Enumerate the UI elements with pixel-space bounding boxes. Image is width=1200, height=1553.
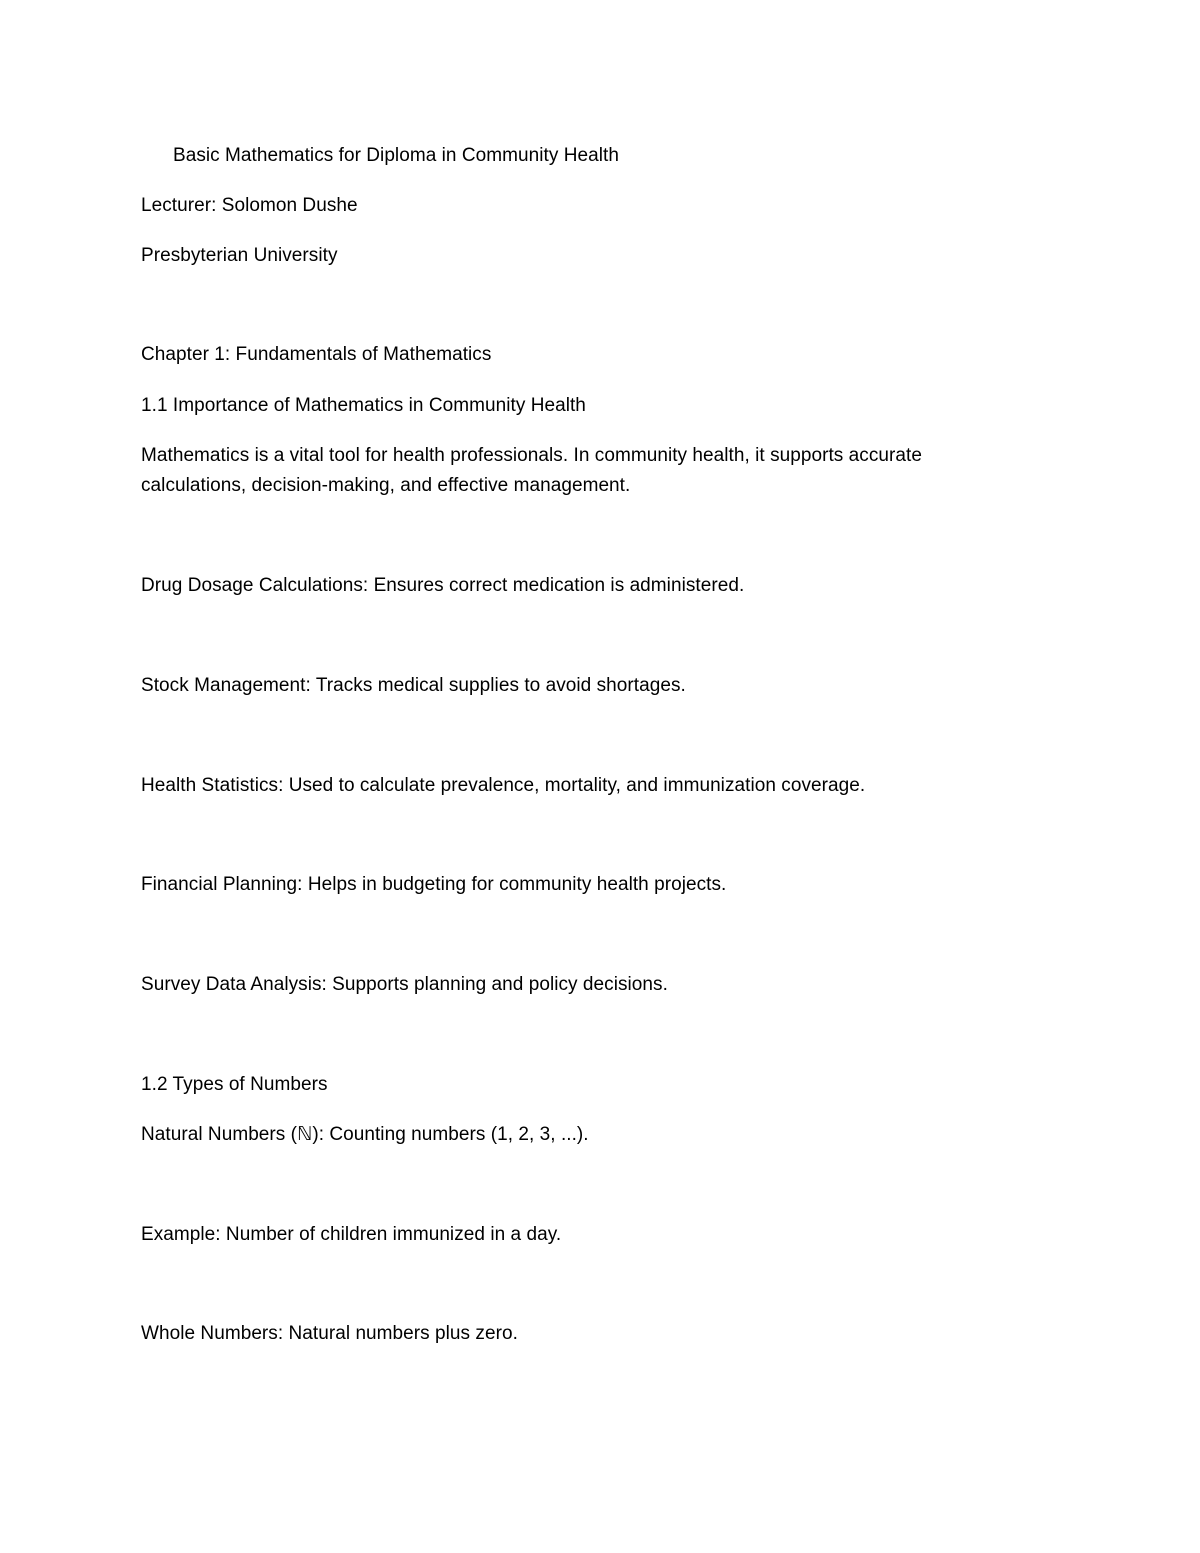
institution-line: Presbyterian University bbox=[141, 245, 338, 266]
document-title: Basic Mathematics for Diploma in Community Health bbox=[173, 145, 619, 166]
list-item-stock-management: Stock Management: Tracks medical supplies to avoid shortages. bbox=[141, 675, 686, 696]
whole-numbers-line: Whole Numbers: Natural numbers plus zero. bbox=[141, 1323, 518, 1344]
list-item-health-statistics: Health Statistics: Used to calculate prevalence, mortality, and immunization coverage. bbox=[141, 775, 866, 796]
list-item-financial-planning: Financial Planning: Helps in budgeting for community health projects. bbox=[141, 874, 727, 895]
section-1-1-intro-line-1: Mathematics is a vital tool for health professionals. In community health, it supports accurate bbox=[141, 445, 922, 466]
section-1-1-heading: 1.1 Importance of Mathematics in Community Health bbox=[141, 395, 586, 416]
lecturer-line: Lecturer: Solomon Dushe bbox=[141, 195, 358, 216]
section-1-2-heading: 1.2 Types of Numbers bbox=[141, 1074, 328, 1095]
natural-numbers-line: Natural Numbers (ℕ): Counting numbers (1, 2, 3, ...). bbox=[141, 1124, 589, 1145]
chapter-heading: Chapter 1: Fundamentals of Mathematics bbox=[141, 344, 492, 365]
list-item-drug-dosage: Drug Dosage Calculations: Ensures correct medication is administered. bbox=[141, 575, 745, 596]
section-1-1-intro-line-2: calculations, decision-making, and effective management. bbox=[141, 475, 631, 496]
example-line: Example: Number of children immunized in a day. bbox=[141, 1224, 562, 1245]
list-item-survey-data: Survey Data Analysis: Supports planning and policy decisions. bbox=[141, 974, 668, 995]
